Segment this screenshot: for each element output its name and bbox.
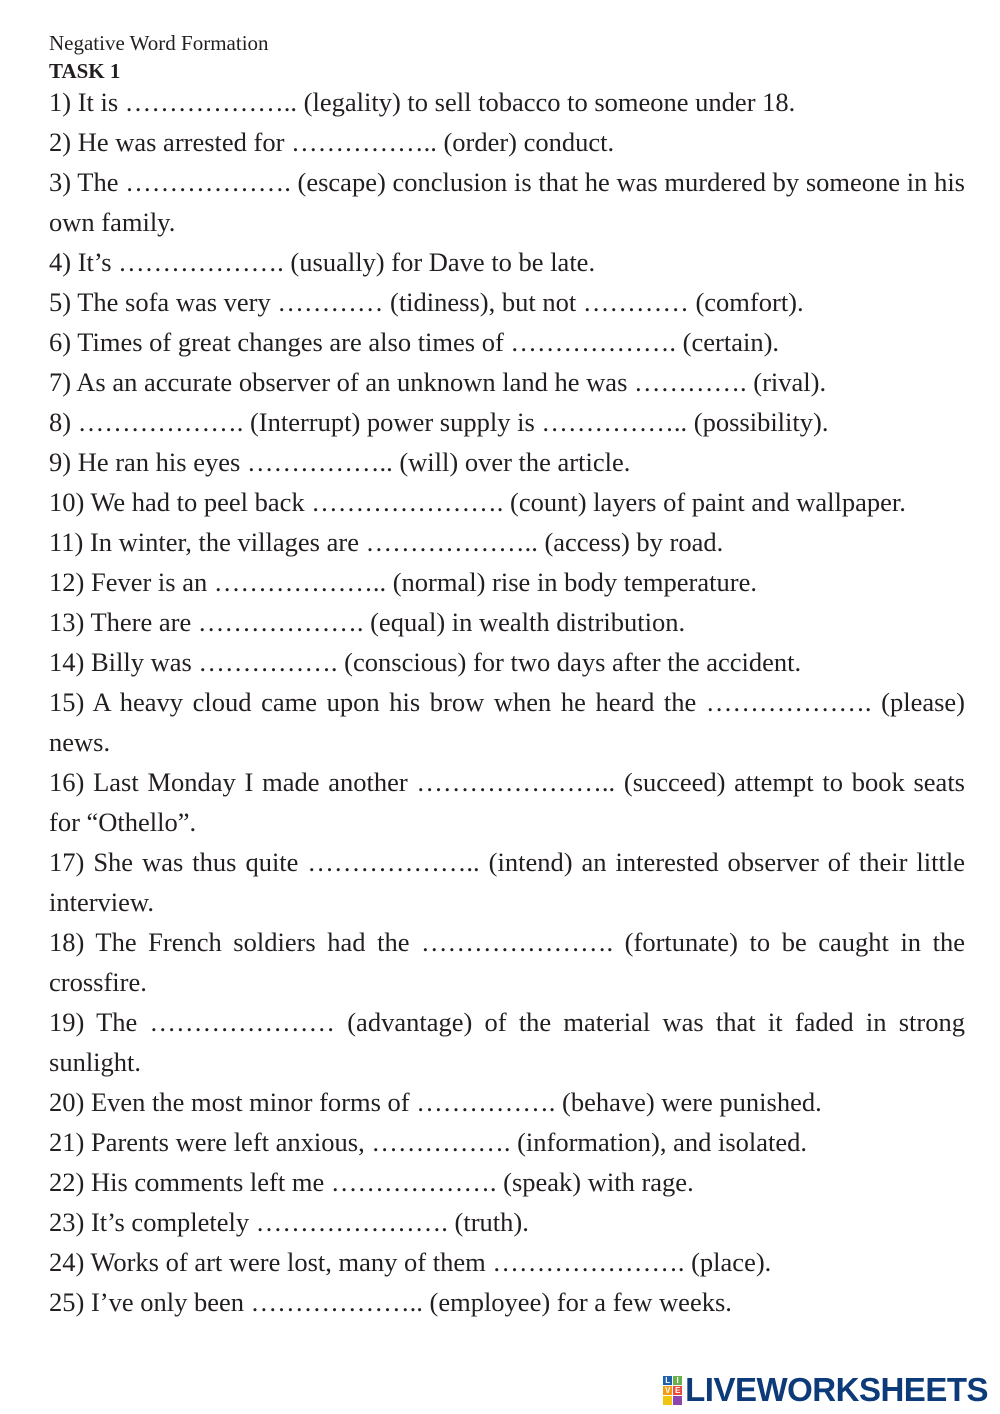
exercise-item-5: 5) The sofa was very ………… (tidiness), but not ………… (comfort). [49,287,804,317]
exercise-item-2: 2) He was arrested for …………….. (order) conduct. [49,127,615,157]
exercise-list [49,82,965,1322]
exercise-item-9: 9) He ran his eyes …………….. (will) over the article. [49,447,631,477]
exercise-item-4: 4) It’s ………………. (usually) for Dave to be late. [49,247,596,277]
exercise-item-6: 6) Times of great changes are also times of ………………. (certain). [49,327,780,357]
exercise-item-18: 18) The French soldiers had the …………………. (fortunate) to be caught in the crossfire. [49,927,965,997]
exercise-item-12: 12) Fever is an ……………….. (normal) rise in body temperature. [49,567,757,597]
task-heading: TASK 1 [49,59,121,83]
badge-letter-v: V [664,1385,671,1395]
exercise-item-1: 1) It is ……………….. (legality) to sell tobacco to someone under 18. [49,87,796,117]
badge-dot-yellow [663,1396,672,1405]
exercise-item-10: 10) We had to peel back …………………. (count) layers of paint and wallpaper. [49,487,906,517]
exercise-item-7: 7) As an accurate observer of an unknown land he was …………. (rival). [49,367,827,397]
exercise-item-3: 3) The ………………. (escape) conclusion is that he was murdered by someone in his own family. [49,167,965,237]
exercise-item-13: 13) There are ………………. (equal) in wealth distribution. [49,607,686,637]
exercise-item-14: 14) Billy was ……………. (conscious) for two days after the accident. [49,647,802,677]
exercise-item-24: 24) Works of art were lost, many of them …………………. (place). [49,1247,772,1277]
exercise-item-22: 22) His comments left me ………………. (speak) with rage. [49,1167,694,1197]
badge-letter-l: L [663,1376,672,1385]
exercise-item-15: 15) A heavy cloud came upon his brow when he heard the ………………. (please) news. [49,687,965,757]
liveworksheets-badge-icon [663,1376,682,1405]
badge-letter-i: I [673,1376,682,1385]
exercise-item-17: 17) She was thus quite ……………….. (intend) an interested observer of their little interview. [49,847,965,917]
liveworksheets-logo[interactable] [663,1372,988,1408]
exercise-item-23: 23) It’s completely …………………. (truth). [49,1207,529,1237]
exercise-item-8: 8) ………………. (Interrupt) power supply is …………….. (possibility). [49,407,829,437]
badge-dot-purple [673,1396,682,1405]
liveworksheets-wordmark: LIVEWORKSHEETS [685,1371,988,1408]
exercise-item-21: 21) Parents were left anxious, ……………. (information), and isolated. [49,1127,808,1157]
badge-letter-e: E [674,1385,681,1395]
exercise-item-20: 20) Even the most minor forms of ……………. (behave) were punished. [49,1087,822,1117]
worksheet-subtitle: Negative Word Formation [49,31,269,55]
exercise-item-11: 11) In winter, the villages are ……………….. (access) by road. [49,527,724,557]
exercise-item-19: 19) The ………………… (advantage) of the material was that it faded in strong sunlight. [49,1007,965,1077]
exercise-item-16: 16) Last Monday I made another ………………….. (succeed) attempt to book seats for “Othello”. [49,767,965,837]
exercise-item-25: 25) I’ve only been ……………….. (employee) for a few weeks. [49,1287,732,1317]
